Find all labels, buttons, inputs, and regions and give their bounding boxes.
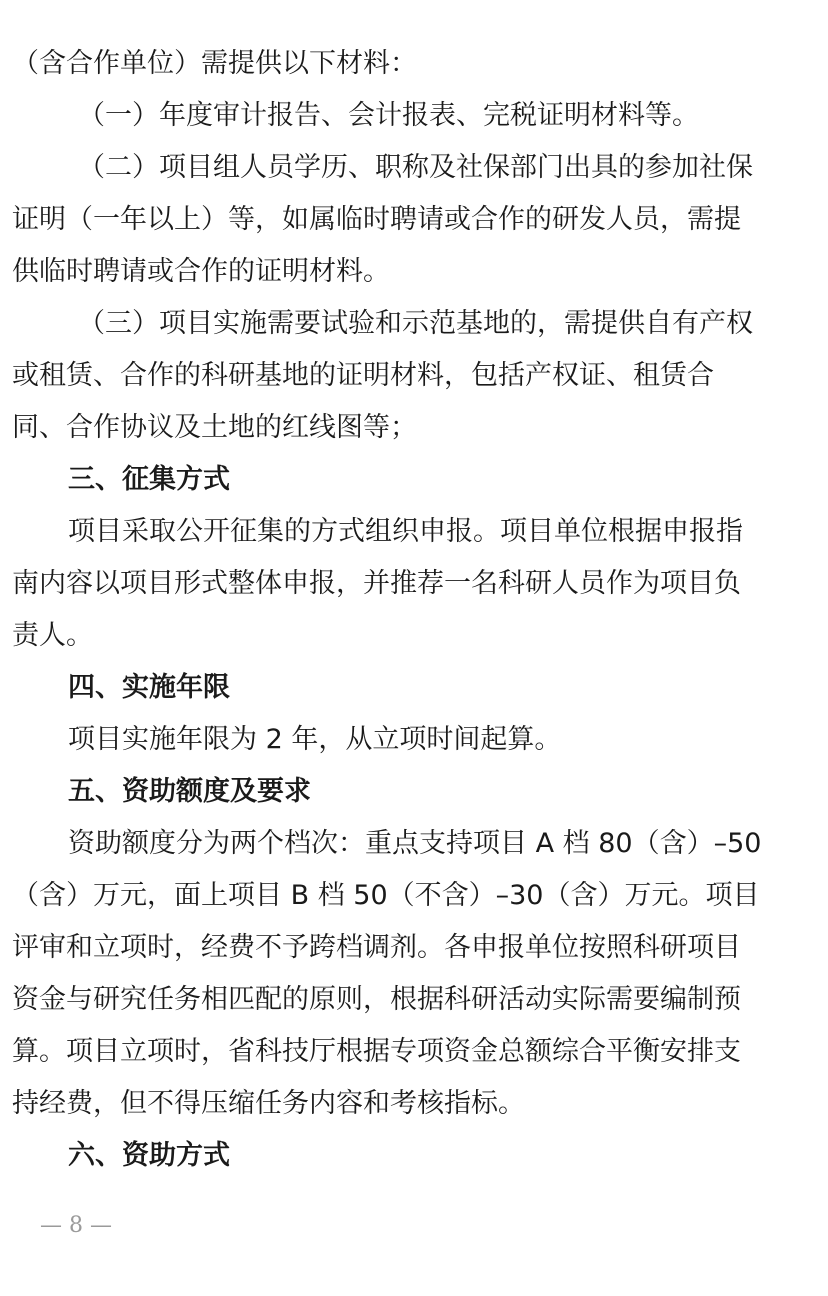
body-text-line: 资助额度分为两个档次：重点支持项目 A 档 80（含）–50 xyxy=(68,828,762,859)
body-text-line: 或租赁、合作的科研基地的证明材料，包括产权证、租赁合 xyxy=(12,360,714,391)
body-text-line: 同、合作协议及土地的红线图等； xyxy=(12,412,417,443)
section-heading: 四、实施年限 xyxy=(68,672,230,703)
body-text-line: 责人。 xyxy=(12,620,93,651)
body-text-line: 南内容以项目形式整体申报，并推荐一名科研人员作为项目负 xyxy=(12,568,741,599)
body-text-line: 评审和立项时，经费不予跨档调剂。各申报单位按照科研项目 xyxy=(12,932,741,963)
list-item-line: （一）年度审计报告、会计报表、完税证明材料等。 xyxy=(78,100,699,131)
section-heading: 五、资助额度及要求 xyxy=(68,776,311,807)
body-text-line: （含）万元，面上项目 B 档 50（不含）–30（含）万元。项目 xyxy=(12,880,760,911)
section-heading: 三、征集方式 xyxy=(68,464,230,495)
list-item-line: （二）项目组人员学历、职称及社保部门出具的参加社保 xyxy=(78,152,753,183)
body-text-line: （含合作单位）需提供以下材料： xyxy=(12,48,417,79)
list-item-line: （三）项目实施需要试验和示范基地的，需提供自有产权 xyxy=(78,308,753,339)
body-text-line: 项目实施年限为 2 年，从立项时间起算。 xyxy=(68,724,562,755)
body-text-line: 项目采取公开征集的方式组织申报。项目单位根据申报指 xyxy=(68,516,743,547)
body-text-line: 算。项目立项时，省科技厅根据专项资金总额综合平衡安排支 xyxy=(12,1036,741,1067)
page-number: — 8 — xyxy=(40,1213,112,1238)
section-heading: 六、资助方式 xyxy=(68,1140,230,1171)
body-text-line: 证明（一年以上）等，如属临时聘请或合作的研发人员，需提 xyxy=(12,204,741,235)
body-text-line: 供临时聘请或合作的证明材料。 xyxy=(12,256,390,287)
body-text-line: 资金与研究任务相匹配的原则，根据科研活动实际需要编制预 xyxy=(12,984,741,1015)
body-text-line: 持经费，但不得压缩任务内容和考核指标。 xyxy=(12,1088,525,1119)
